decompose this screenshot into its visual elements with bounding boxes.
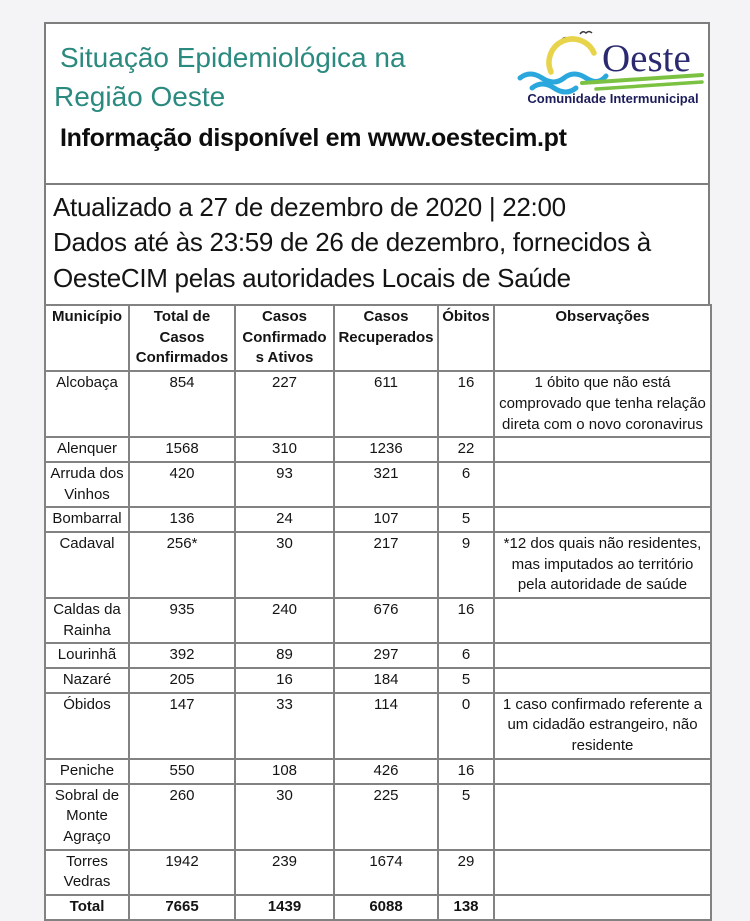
report-content bbox=[44, 22, 710, 921]
total-cases-cell: 256* bbox=[129, 532, 235, 598]
total-cases-cell: 935 bbox=[129, 598, 235, 643]
active-cases-cell: 33 bbox=[235, 693, 334, 759]
total-cases-cell: 1942 bbox=[129, 850, 235, 895]
page-title-line2: Região Oeste bbox=[54, 81, 226, 113]
column-header-total-casos: Total de Casos Confirmados bbox=[129, 305, 235, 371]
table-row bbox=[45, 507, 711, 532]
total-cases-cell: 392 bbox=[129, 643, 235, 668]
column-header-casos-ativos: Casos Confirmados Ativos bbox=[235, 305, 334, 371]
table-row bbox=[45, 850, 711, 895]
deaths-cell: 22 bbox=[438, 437, 494, 462]
total-cases-cell: 205 bbox=[129, 668, 235, 693]
observations-cell bbox=[494, 668, 711, 693]
table-row bbox=[45, 668, 711, 693]
active-cases-cell: 240 bbox=[235, 598, 334, 643]
update-info-box bbox=[44, 183, 710, 306]
municipality-cell: Óbidos bbox=[45, 693, 129, 759]
municipality-cell: Arruda dos Vinhos bbox=[45, 462, 129, 507]
availability-line: Informação disponível em www.oestecim.pt bbox=[60, 124, 567, 153]
recovered-cases-cell: 1236 bbox=[334, 437, 438, 462]
table-row bbox=[45, 598, 711, 643]
column-header-observacoes: Observações bbox=[494, 305, 711, 371]
municipality-cell: Lourinhã bbox=[45, 643, 129, 668]
recovered-cases-cell: 426 bbox=[334, 759, 438, 784]
deaths-cell: 29 bbox=[438, 850, 494, 895]
active-cases-cell: 30 bbox=[235, 784, 334, 850]
table-row bbox=[45, 693, 711, 759]
observations-cell bbox=[494, 895, 711, 920]
observations-cell bbox=[494, 784, 711, 850]
observations-cell: 1 óbito que não está comprovado que tenha relação direta com o novo coronavirus bbox=[494, 371, 711, 437]
recovered-cases-cell: 114 bbox=[334, 693, 438, 759]
recovered-cases-cell: 1674 bbox=[334, 850, 438, 895]
table-row bbox=[45, 643, 711, 668]
active-cases-cell: 239 bbox=[235, 850, 334, 895]
bird-icon bbox=[580, 32, 592, 35]
deaths-cell: 16 bbox=[438, 598, 494, 643]
recovered-cases-cell: 321 bbox=[334, 462, 438, 507]
table-row bbox=[45, 532, 711, 598]
active-cases-cell: 30 bbox=[235, 532, 334, 598]
table-row bbox=[45, 784, 711, 850]
total-cases-cell: 136 bbox=[129, 507, 235, 532]
active-cases-cell: 227 bbox=[235, 371, 334, 437]
oestecim-logo bbox=[506, 28, 708, 108]
total-cases-cell: 1568 bbox=[129, 437, 235, 462]
recovered-cases-cell: 676 bbox=[334, 598, 438, 643]
total-label-cell: Total bbox=[45, 895, 129, 920]
deaths-cell: 0 bbox=[438, 693, 494, 759]
observations-cell: *12 dos quais não residentes, mas imputados ao território pela autoridade de saúde bbox=[494, 532, 711, 598]
deaths-cell: 6 bbox=[438, 643, 494, 668]
total-cases-cell: 147 bbox=[129, 693, 235, 759]
total-cases-cell: 854 bbox=[129, 371, 235, 437]
recovered-cases-cell: 6088 bbox=[334, 895, 438, 920]
sun-arc-icon bbox=[549, 39, 594, 72]
column-header-municipio: Município bbox=[45, 305, 129, 371]
deaths-cell: 5 bbox=[438, 507, 494, 532]
municipality-cell: Bombarral bbox=[45, 507, 129, 532]
deaths-cell: 6 bbox=[438, 462, 494, 507]
active-cases-cell: 89 bbox=[235, 643, 334, 668]
active-cases-cell: 16 bbox=[235, 668, 334, 693]
column-header-casos-recuperados: Casos Recuperados bbox=[334, 305, 438, 371]
recovered-cases-cell: 107 bbox=[334, 507, 438, 532]
table-row bbox=[45, 437, 711, 462]
observations-cell bbox=[494, 759, 711, 784]
table-header-row bbox=[45, 305, 711, 371]
observations-cell bbox=[494, 643, 711, 668]
recovered-cases-cell: 225 bbox=[334, 784, 438, 850]
deaths-cell: 16 bbox=[438, 759, 494, 784]
active-cases-cell: 24 bbox=[235, 507, 334, 532]
municipality-cell: Nazaré bbox=[45, 668, 129, 693]
table-row bbox=[45, 462, 711, 507]
deaths-cell: 16 bbox=[438, 371, 494, 437]
table-row bbox=[45, 371, 711, 437]
recovered-cases-cell: 611 bbox=[334, 371, 438, 437]
observations-cell bbox=[494, 437, 711, 462]
deaths-cell: 9 bbox=[438, 532, 494, 598]
observations-cell: 1 caso confirmado referente a um cidadão estrangeiro, não residente bbox=[494, 693, 711, 759]
table-total-row bbox=[45, 895, 711, 920]
municipality-cell: Torres Vedras bbox=[45, 850, 129, 895]
active-cases-cell: 1439 bbox=[235, 895, 334, 920]
municipality-cell: Peniche bbox=[45, 759, 129, 784]
deaths-cell: 5 bbox=[438, 784, 494, 850]
deaths-cell: 5 bbox=[438, 668, 494, 693]
update-line2: Dados até às 23:59 de 26 de dezembro, fornecidos à OesteCIM pelas autoridades Locais de Saúde bbox=[53, 227, 651, 293]
observations-cell bbox=[494, 598, 711, 643]
observations-cell bbox=[494, 850, 711, 895]
logo-subtitle: Comunidade Intermunicipal bbox=[527, 91, 699, 106]
total-cases-cell: 420 bbox=[129, 462, 235, 507]
municipality-cell: Sobral de Monte Agraço bbox=[45, 784, 129, 850]
total-cases-cell: 260 bbox=[129, 784, 235, 850]
table-row bbox=[45, 759, 711, 784]
header-box bbox=[44, 22, 710, 185]
column-header-obitos: Óbitos bbox=[438, 305, 494, 371]
municipality-cell: Cadaval bbox=[45, 532, 129, 598]
page-title-line1: Situação Epidemiológica na bbox=[60, 42, 406, 73]
municipality-cell: Alcobaça bbox=[45, 371, 129, 437]
observations-cell bbox=[494, 507, 711, 532]
municipality-cell: Alenquer bbox=[45, 437, 129, 462]
deaths-cell: 138 bbox=[438, 895, 494, 920]
recovered-cases-cell: 297 bbox=[334, 643, 438, 668]
total-cases-cell: 7665 bbox=[129, 895, 235, 920]
green-line-icon bbox=[596, 82, 702, 89]
recovered-cases-cell: 217 bbox=[334, 532, 438, 598]
active-cases-cell: 108 bbox=[235, 759, 334, 784]
municipality-cell: Caldas da Rainha bbox=[45, 598, 129, 643]
active-cases-cell: 93 bbox=[235, 462, 334, 507]
observations-cell bbox=[494, 462, 711, 507]
total-cases-cell: 550 bbox=[129, 759, 235, 784]
logo-wordmark: Oeste bbox=[602, 37, 691, 80]
active-cases-cell: 310 bbox=[235, 437, 334, 462]
update-line1: Atualizado a 27 de dezembro de 2020 | 22:00 bbox=[53, 192, 566, 222]
covid-data-table bbox=[44, 304, 712, 921]
recovered-cases-cell: 184 bbox=[334, 668, 438, 693]
